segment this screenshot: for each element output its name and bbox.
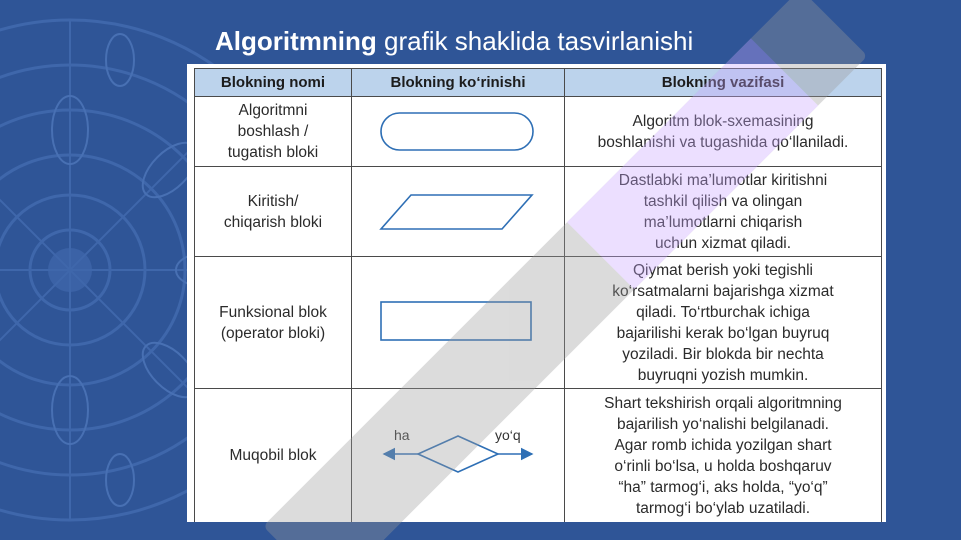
- block-view-cell: [352, 389, 565, 523]
- block-purpose: Algoritm blok-sxemasining boshlanishi va tugashida qo‘llaniladi.: [597, 112, 849, 151]
- flowchart-blocks-table-card: [187, 64, 886, 522]
- block-purpose: Shart tekshirish orqali algoritmning bajarilish yo‘nalishi belgilanadi. Agar romb ichida yozilgan shart o‘rinli bo‘lsa, u holda boshqaruv “ha” tarmog‘i, aks holda, “yo‘q” tarmog‘i bo‘ylab uzatiladi.: [604, 394, 842, 517]
- table-header-row: [195, 69, 882, 97]
- block-name-cell: [195, 257, 352, 389]
- block-name: Kiritish/ chiqarish bloki: [223, 192, 323, 231]
- table-row: [195, 389, 882, 523]
- block-name-cell: [195, 389, 352, 523]
- slide-title-rest: grafik shaklida tasvirlanishi: [376, 26, 694, 56]
- decision-rhombus-shape: [352, 389, 565, 522]
- parallelogram-shape: [352, 167, 565, 256]
- block-name: Funksional blok (operator bloki): [219, 303, 327, 342]
- table-row: [195, 167, 882, 257]
- block-name: Muqobil blok: [229, 447, 317, 464]
- block-view-cell: [352, 167, 565, 257]
- slide-title: [215, 26, 693, 57]
- header-block-name: Blokning nomi: [195, 69, 352, 97]
- block-name-cell: [195, 97, 352, 167]
- table-row: [195, 257, 882, 389]
- decision-yes-label: ha: [394, 427, 410, 443]
- block-view-cell: [352, 257, 565, 389]
- block-purpose-cell: [565, 389, 882, 523]
- block-purpose-cell: [565, 97, 882, 167]
- header-block-view: Blokning ko‘rinishi: [352, 69, 565, 97]
- rectangle-shape: [352, 257, 565, 388]
- decision-no-label: yo‘q: [495, 427, 521, 443]
- terminator-shape: [352, 97, 565, 166]
- table-row: [195, 97, 882, 167]
- block-purpose-cell: [565, 257, 882, 389]
- block-purpose-cell: [565, 167, 882, 257]
- header-block-purpose: Blokning vazifasi: [565, 69, 882, 97]
- block-purpose: Qiymat berish yoki tegishli ko‘rsatmalarni bajarishga xizmat qiladi. To‘rtburchak ichiga bajarilishi kerak bo‘lgan buyruq yoziladi. Bir blokda bir nechta buyruqni yozish mumkin.: [612, 261, 834, 384]
- block-name: Algoritmni boshlash / tugatish bloki: [227, 102, 319, 161]
- block-view-cell: [352, 97, 565, 167]
- block-name-cell: [195, 167, 352, 257]
- flowchart-blocks-table: [194, 68, 882, 522]
- slide-title-bold: Algoritmning: [215, 26, 377, 56]
- block-purpose: Dastlabki ma’lumotlar kiritishni tashkil qilish va olingan ma’lumotlarni chiqarish uchun xizmat qiladi.: [618, 171, 828, 252]
